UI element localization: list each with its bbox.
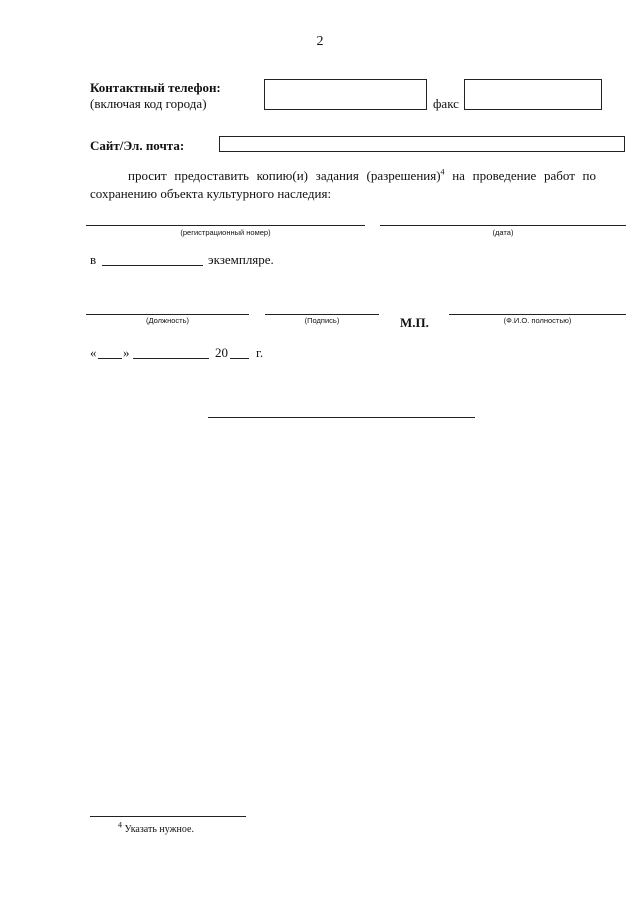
copies-prefix: в bbox=[90, 252, 97, 267]
request-text: просит предоставить копию(и) задания (разрешения) bbox=[128, 168, 441, 183]
footnote-separator bbox=[90, 816, 246, 817]
day-line[interactable] bbox=[98, 358, 122, 359]
full-name-line[interactable] bbox=[449, 314, 626, 315]
position-line[interactable] bbox=[86, 314, 249, 315]
signature-caption: (Подпись) bbox=[304, 316, 340, 325]
date-open-quote: « bbox=[90, 345, 97, 360]
footnote-text: Указать нужное. bbox=[124, 824, 194, 835]
full-name-caption: (Ф.И.О. полностью) bbox=[503, 316, 572, 325]
footnote-ref: 4 bbox=[440, 167, 445, 177]
phone-sublabel: (включая код города) bbox=[90, 96, 207, 111]
date-line[interactable] bbox=[380, 225, 626, 226]
site-label: Сайт/Эл. почта: bbox=[90, 138, 185, 153]
year-line[interactable] bbox=[230, 358, 249, 359]
fax-input[interactable] bbox=[464, 79, 602, 110]
footnote bbox=[118, 820, 194, 835]
page-number: 2 bbox=[316, 34, 324, 49]
signature-line[interactable] bbox=[265, 314, 379, 315]
date-caption: (дата) bbox=[492, 228, 514, 237]
year-prefix: 20 bbox=[215, 345, 228, 360]
copies-suffix: экземпляре. bbox=[208, 252, 274, 267]
seal-label: М.П. bbox=[400, 315, 429, 330]
reg-number-caption: (регистрационный номер) bbox=[180, 228, 271, 237]
request-text-continued: на проведение работ по сохранению объекта культурного наследия: bbox=[90, 168, 596, 201]
position-caption: (Должность) bbox=[146, 316, 189, 325]
phone-input[interactable] bbox=[264, 79, 427, 110]
copies-count-line[interactable] bbox=[102, 265, 203, 266]
date-close-quote: » bbox=[123, 345, 130, 360]
footnote-number: 4 bbox=[118, 820, 122, 830]
closing-separator bbox=[208, 417, 475, 418]
year-suffix: г. bbox=[256, 345, 264, 360]
month-line[interactable] bbox=[133, 358, 209, 359]
reg-number-line[interactable] bbox=[86, 225, 365, 226]
fax-label: факс bbox=[433, 96, 459, 111]
request-paragraph bbox=[90, 167, 596, 203]
site-email-input[interactable] bbox=[219, 136, 625, 152]
phone-label: Контактный телефон: bbox=[90, 80, 221, 95]
